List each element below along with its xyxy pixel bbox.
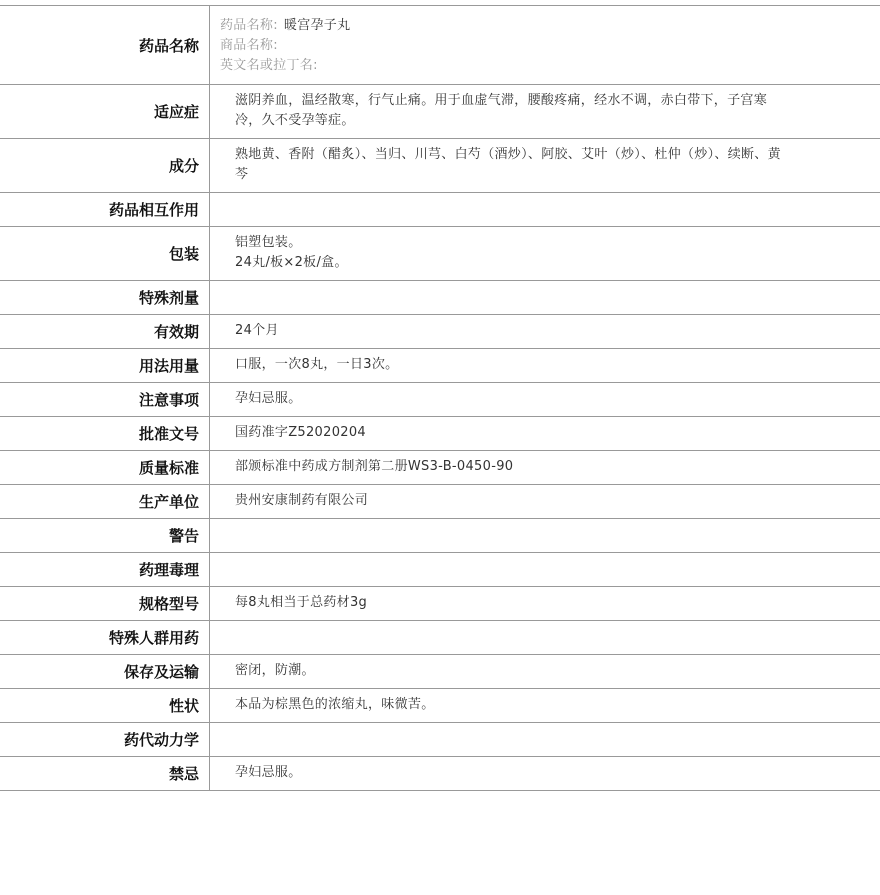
row-value-ingredients [210,139,880,193]
row-label-appearance: 性状 [0,689,210,723]
drug-info-table [0,5,880,791]
row-special-groups [0,621,880,655]
trade-name-label: 商品名称: [220,38,278,53]
row-special-dosage [0,281,880,315]
row-value-special-dosage [210,281,880,315]
row-label-interactions: 药品相互作用 [0,193,210,227]
row-value-specification [210,587,880,621]
value-line: 24丸/板×2板/盒。 [235,253,790,273]
row-value-approval-no [210,417,880,451]
row-ingredients [0,139,880,193]
value-line: 密闭，防潮。 [235,661,790,681]
value-line [235,627,790,647]
value-line [235,199,790,219]
row-label-quality-standard: 质量标准 [0,451,210,485]
row-drug-names [0,6,880,85]
row-label-precautions: 注意事项 [0,383,210,417]
row-manufacturer [0,485,880,519]
row-label-contraindications: 禁忌 [0,757,210,791]
row-label-packaging: 包装 [0,227,210,281]
row-label-special-groups: 特殊人群用药 [0,621,210,655]
generic-name-line [220,16,870,36]
row-shelf-life [0,315,880,349]
value-line: 24个月 [235,321,790,341]
row-value-appearance [210,689,880,723]
value-line [235,287,790,307]
row-indications [0,85,880,139]
value-line: 每8丸相当于总药材3g [235,593,790,613]
row-value-contraindications [210,757,880,791]
row-value-quality-standard [210,451,880,485]
value-line: 贵州安康制药有限公司 [235,491,790,511]
value-line [235,729,790,749]
row-warning [0,519,880,553]
trade-name-line [220,36,870,56]
value-line: 孕妇忌服。 [235,763,790,783]
row-value-manufacturer [210,485,880,519]
row-value-pharmacokinetics [210,723,880,757]
row-label-storage: 保存及运输 [0,655,210,689]
row-packaging [0,227,880,281]
generic-name-value: 暖宫孕子丸 [284,18,351,33]
row-label-drug-names: 药品名称 [0,6,210,85]
row-label-indications: 适应症 [0,85,210,139]
row-value-precautions [210,383,880,417]
value-line: 本品为棕黑色的浓缩丸，味微苦。 [235,695,790,715]
row-label-special-dosage: 特殊剂量 [0,281,210,315]
row-label-specification: 规格型号 [0,587,210,621]
row-approval-no [0,417,880,451]
row-value-storage [210,655,880,689]
row-label-pharmacology: 药理毒理 [0,553,210,587]
row-label-usage: 用法用量 [0,349,210,383]
row-label-approval-no: 批准文号 [0,417,210,451]
latin-name-label: 英文名或拉丁名: [220,58,318,73]
row-value-packaging [210,227,880,281]
row-contraindications [0,757,880,791]
value-line [235,525,790,545]
row-label-shelf-life: 有效期 [0,315,210,349]
row-value-special-groups [210,621,880,655]
row-interactions [0,193,880,227]
row-value-usage [210,349,880,383]
value-line: 熟地黄、香附（醋炙）、当归、川芎、白芍（酒炒）、阿胶、艾叶（炒）、杜仲（炒）、续断、黄芩 [235,145,790,185]
row-precautions [0,383,880,417]
row-label-pharmacokinetics: 药代动力学 [0,723,210,757]
row-value-warning [210,519,880,553]
value-line: 国药准字Z52020204 [235,423,790,443]
row-appearance [0,689,880,723]
row-pharmacology [0,553,880,587]
value-line: 铝塑包装。 [235,233,790,253]
row-label-ingredients: 成分 [0,139,210,193]
latin-name-line [220,56,870,76]
value-line: 部颁标准中药成方制剂第二册WS3-B-0450-90 [235,457,790,477]
value-line: 滋阴养血，温经散寒，行气止痛。用于血虚气滞，腰酸疼痛，经水不调，赤白带下，子宫寒冷，久不受孕等症。 [235,91,790,131]
row-label-warning: 警告 [0,519,210,553]
row-usage [0,349,880,383]
row-specification [0,587,880,621]
value-line: 孕妇忌服。 [235,389,790,409]
row-value-shelf-life [210,315,880,349]
row-label-manufacturer: 生产单位 [0,485,210,519]
row-value-indications [210,85,880,139]
row-quality-standard [0,451,880,485]
row-pharmacokinetics [0,723,880,757]
drug-info-body [0,6,880,791]
row-value-interactions [210,193,880,227]
value-line: 口服，一次8丸，一日3次。 [235,355,790,375]
row-storage [0,655,880,689]
drug-names-cell [210,6,880,85]
value-line [235,559,790,579]
generic-name-label: 药品名称: [220,18,278,33]
row-value-pharmacology [210,553,880,587]
